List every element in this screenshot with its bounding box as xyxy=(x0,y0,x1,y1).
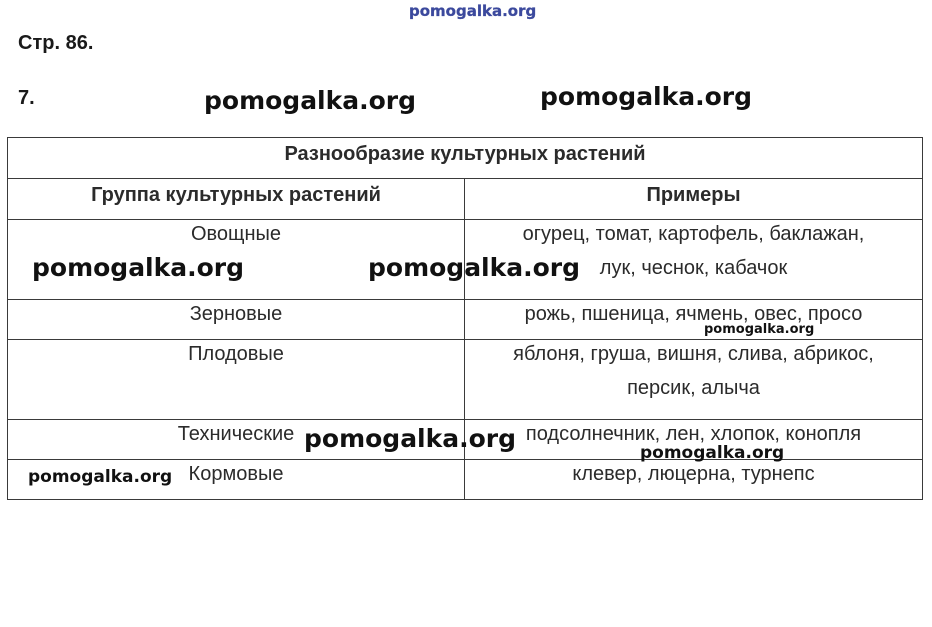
examples-line: персик, алыча xyxy=(627,377,760,399)
group-label: Технические xyxy=(177,423,295,445)
examples-cell xyxy=(465,340,923,420)
watermark-row4-right: pomogalka.org xyxy=(640,443,785,463)
table-row xyxy=(8,340,923,420)
watermark-row1-mid: pomogalka.org xyxy=(368,253,581,282)
examples-line: подсолнечник, лен, хлопок, конопля xyxy=(525,423,862,445)
watermark-row1-left: pomogalka.org xyxy=(32,253,245,282)
group-label: Плодовые xyxy=(188,343,284,365)
examples-line: яблоня, груша, вишня, слива, абрикос, xyxy=(513,343,874,365)
group-label: Овощные xyxy=(190,223,282,245)
watermark-row4-mid: pomogalka.org xyxy=(304,424,517,453)
watermark-row5-left: pomogalka.org xyxy=(28,467,173,487)
watermark-row2-small: pomogalka.org xyxy=(704,322,815,337)
watermark-header-left: pomogalka.org xyxy=(204,86,417,115)
task-number: 7. xyxy=(18,87,35,109)
table-title: Разнообразие культурных растений xyxy=(8,138,923,179)
page-reference: Стр. 86. xyxy=(18,32,94,54)
examples-line: клевер, люцерна, турнепс xyxy=(572,463,815,485)
column-header-group: Группа культурных растений xyxy=(8,179,465,220)
group-label: Кормовые xyxy=(188,463,284,485)
watermark-header-right: pomogalka.org xyxy=(540,82,753,111)
watermark-top: pomogalka.org xyxy=(409,2,537,20)
examples-line: лук, чеснок, кабачок xyxy=(599,257,788,279)
examples-line: рожь, пшеница, ячмень, овес, просо xyxy=(524,303,863,325)
examples-cell xyxy=(465,460,923,500)
examples-line: огурец, томат, картофель, баклажан, xyxy=(522,223,865,245)
column-header-examples: Примеры xyxy=(465,179,923,220)
group-label: Зерновые xyxy=(189,303,283,325)
group-cell xyxy=(8,340,465,420)
